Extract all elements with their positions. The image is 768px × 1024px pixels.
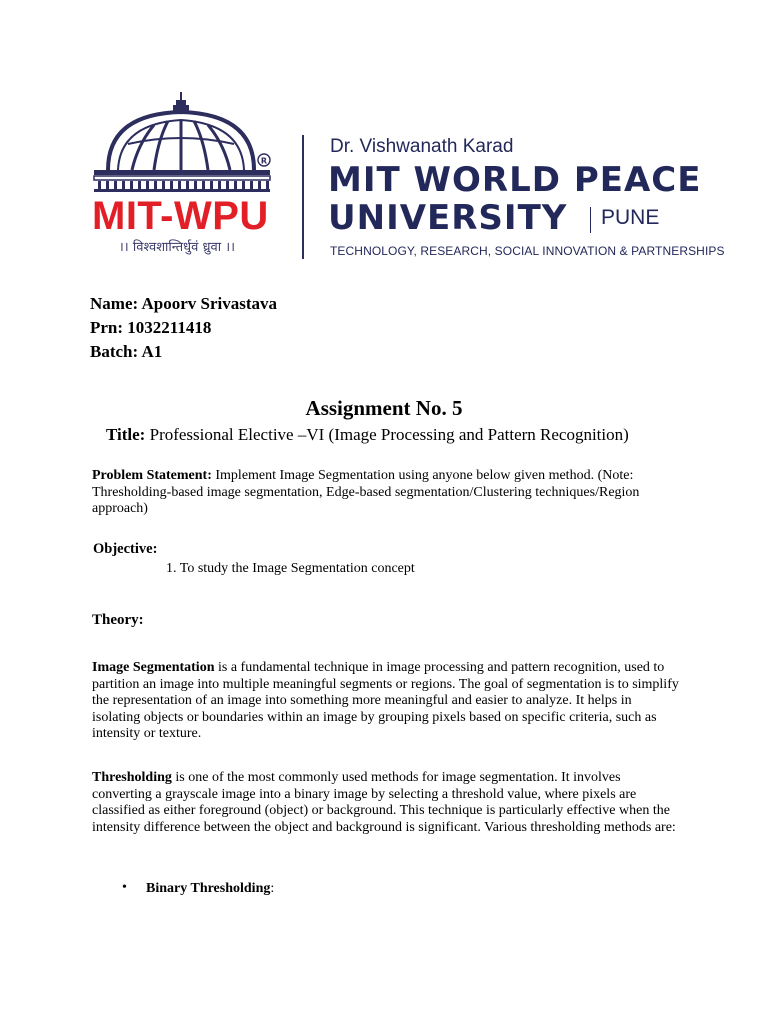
assignment-number: Assignment No. 5	[305, 396, 463, 420]
problem-label: Problem Statement:	[92, 468, 212, 483]
assignment-title: Professional Elective –VI (Image Processing and Pattern Recognition)	[149, 425, 629, 444]
objective-heading: Objective:	[93, 541, 158, 557]
theory-paragraph-segmentation	[92, 660, 682, 743]
university-tagline: TECHNOLOGY, RESEARCH, SOCIAL INNOVATION & PARTNERSHIPS	[330, 244, 725, 258]
bullet-suffix: :	[270, 881, 275, 896]
logo-motto: ।। विश्वशान्तिर्धुवं ध्रुवा ।।	[118, 240, 236, 255]
registered-mark: R	[260, 156, 268, 166]
student-prn: Prn: 1032211418	[90, 318, 212, 337]
bullet-item	[146, 881, 274, 897]
mit-wpu-dome-logo	[88, 90, 278, 202]
city-separator	[590, 207, 591, 233]
theory-heading: Theory:	[92, 612, 144, 628]
assignment-title-line	[106, 425, 629, 445]
header-divider	[302, 135, 304, 259]
segmentation-text: is a fundamental technique in image processing and pattern recognition, used to partition an image into multiple meaningful segments or regions. The goal of segmentation is to simplify the representation of an image into something more meaningful and easier to analyze. It helps in isolating objects or boundaries within an image by grouping pixels based on specific criteria, such as intensity or texture.	[92, 660, 679, 741]
bullet-dot: •	[122, 880, 127, 895]
theory-paragraph-thresholding	[92, 770, 682, 836]
problem-text: Implement Image Segmentation using anyone below given method. (Note: Thresholding-based image segmentation, Edge-based segmentation/Clustering techniques/Region approach)	[92, 468, 640, 516]
thresholding-term: Thresholding	[92, 770, 172, 785]
title-label: Title:	[106, 425, 146, 444]
objective-item: 1. To study the Image Segmentation concept	[166, 561, 415, 576]
university-name-line2: UNIVERSITY	[328, 198, 568, 238]
university-city: PUNE	[601, 206, 660, 229]
student-batch: Batch: A1	[90, 342, 163, 361]
bullet-term: Binary Thresholding	[146, 881, 271, 896]
segmentation-term: Image Segmentation	[92, 660, 215, 675]
logo-wordmark: MIT-WPU	[92, 194, 269, 238]
university-founder: Dr. Vishwanath Karad	[330, 136, 514, 157]
university-name-line1: MIT WORLD PEACE	[328, 160, 702, 200]
thresholding-text: is one of the most commonly used methods for image segmentation. It involves converting a grayscale image into a binary image by selecting a threshold value, where pixels are classified as either foreground (object) or background. This technique is particularly effective when the intensity difference between the object and background is significant. Various thresholding methods are:	[92, 770, 676, 835]
student-name: Name: Apoorv Srivastava	[90, 294, 277, 313]
problem-statement	[92, 468, 682, 518]
